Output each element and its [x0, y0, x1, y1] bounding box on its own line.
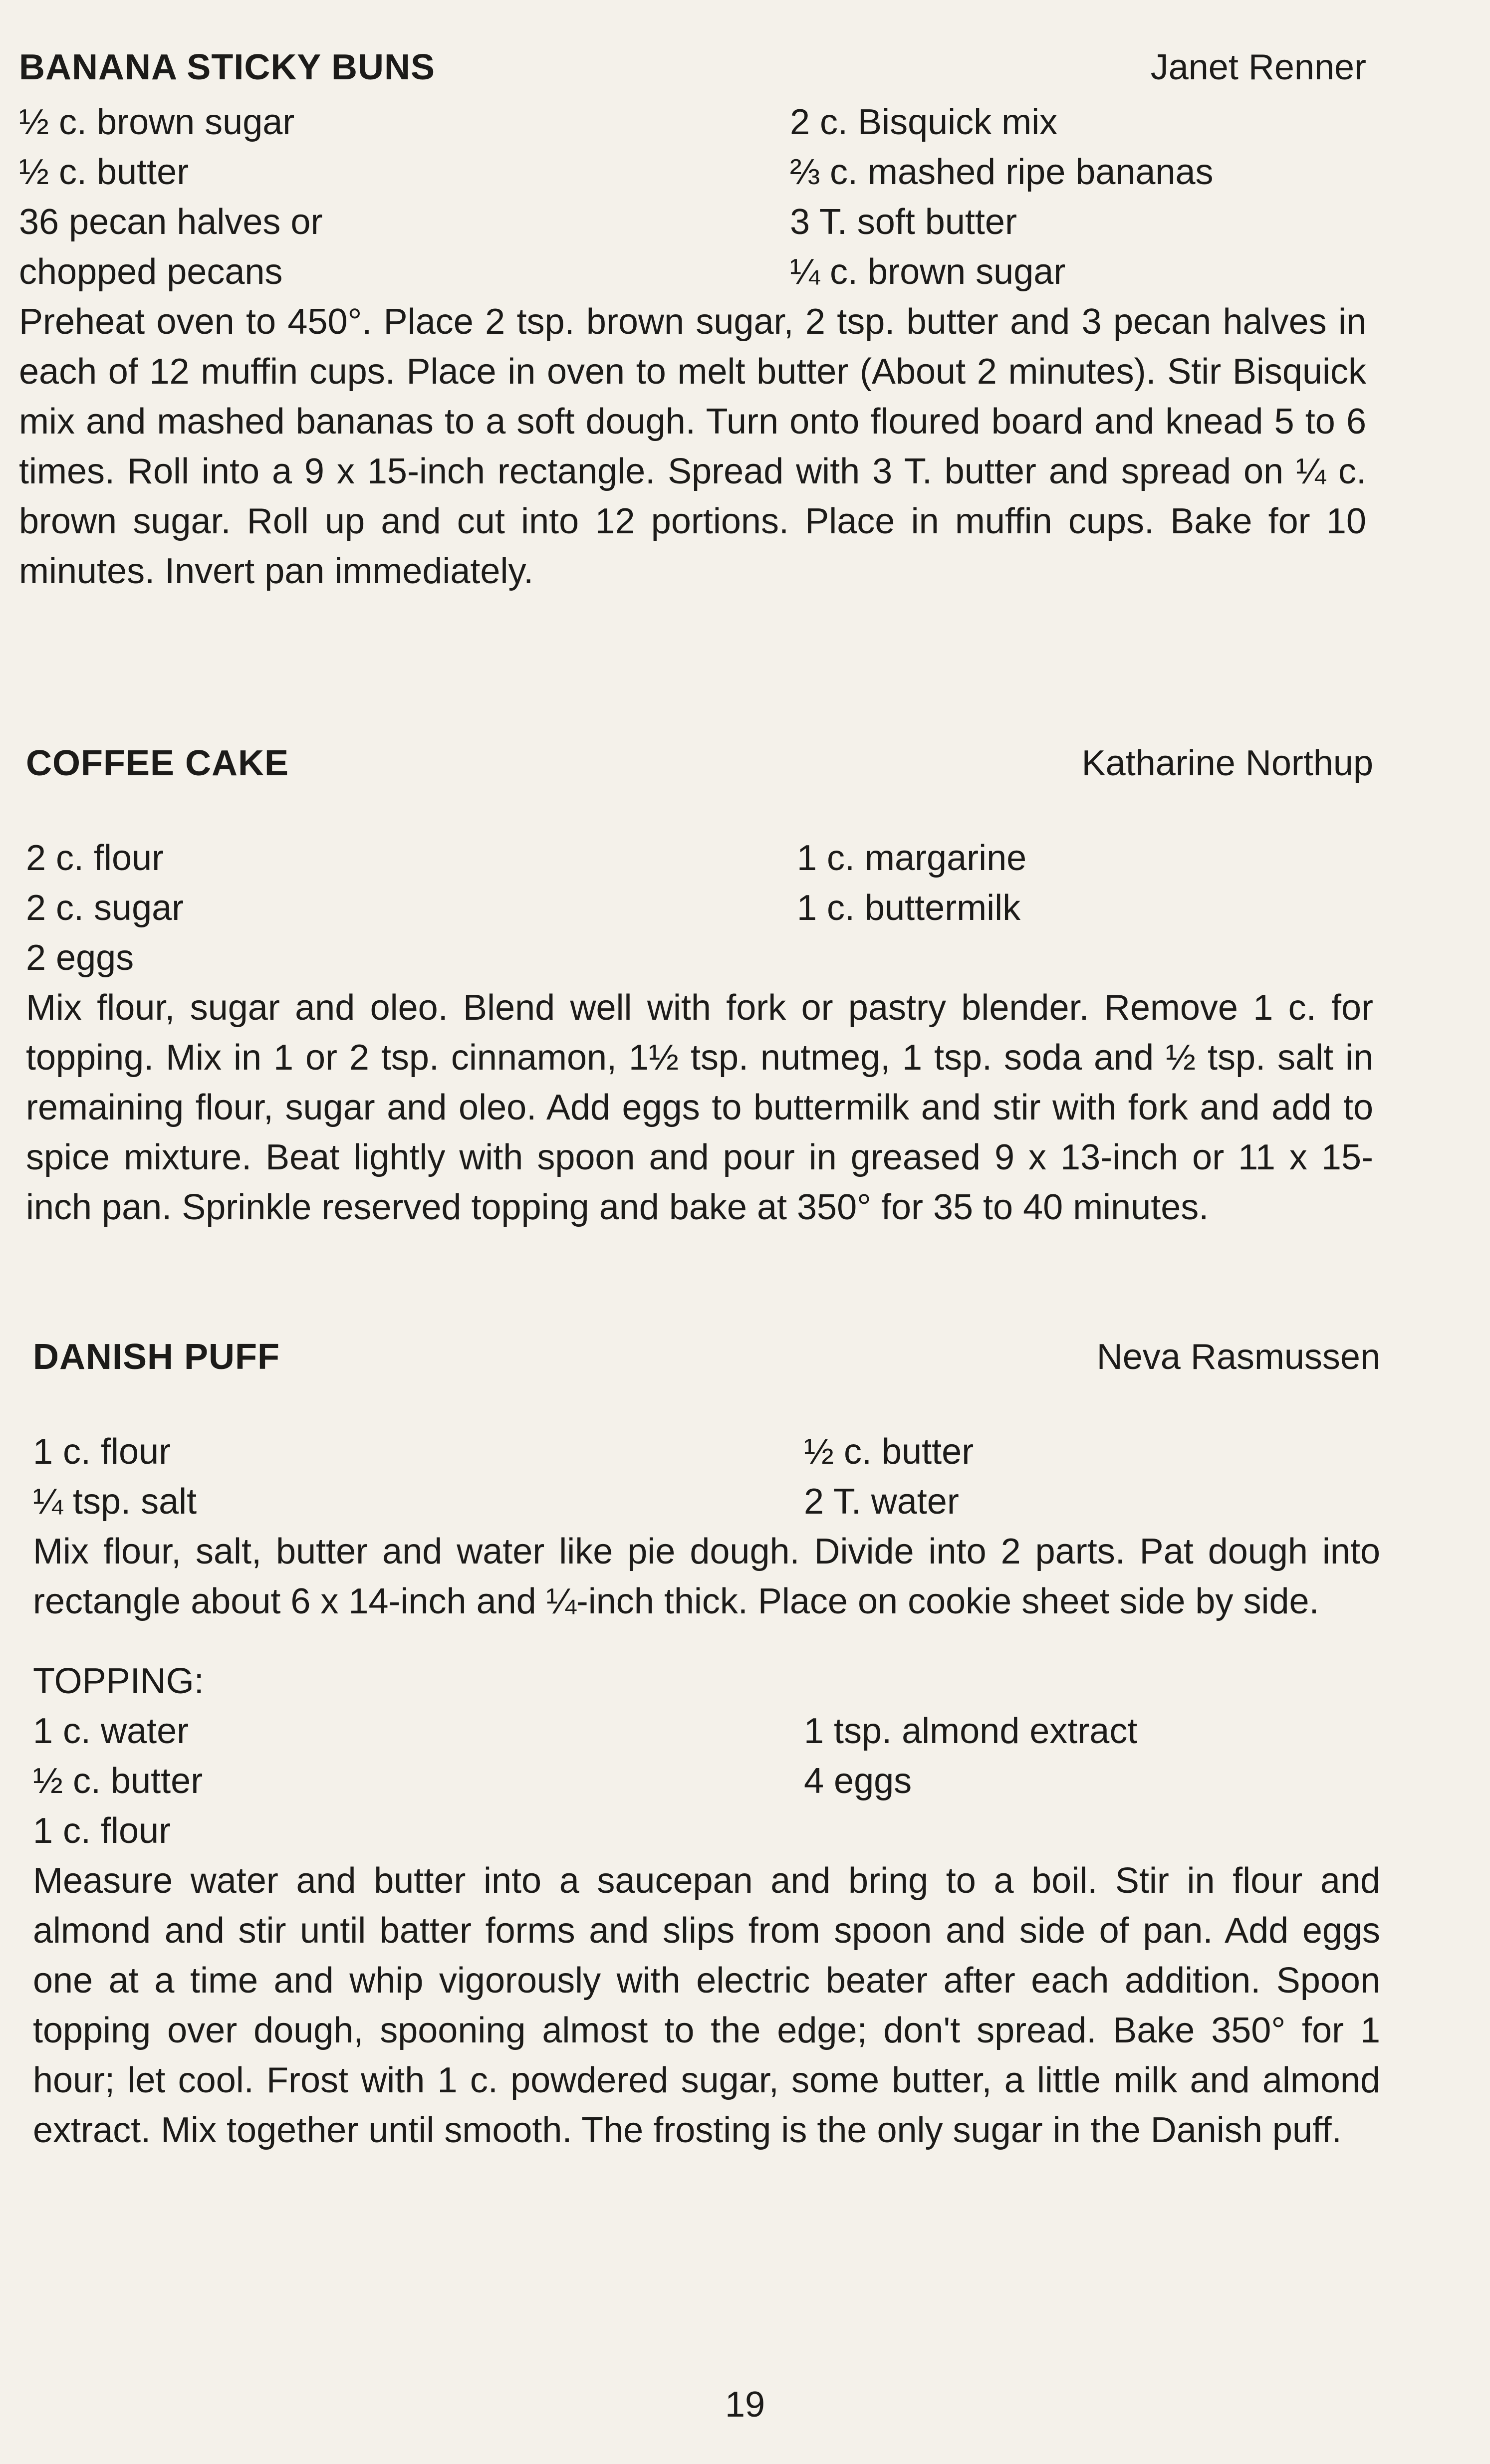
ingredient-item: 1 c. buttermilk	[797, 888, 1021, 928]
ingredient-item: 2 c. flour	[26, 838, 164, 878]
recipe-author: Neva Rasmussen	[1096, 1337, 1380, 1377]
ingredient-column-right	[804, 1706, 1380, 1856]
ingredient-column-left	[33, 1706, 804, 1856]
ingredient-item: 3 T. soft butter	[790, 202, 1017, 242]
ingredient-column-right	[797, 833, 1373, 983]
recipe-danish-puff	[33, 1332, 1380, 2155]
recipe-author: Janet Renner	[1150, 47, 1366, 87]
recipe-directions: Mix flour, salt, butter and water like pie dough. Divide into 2 parts. Pat dough into rectangle about 6 x 14-inch and ¼-inch thick. Place on cookie sheet side by side.	[33, 1532, 1380, 1621]
ingredient-item: ½ c. butter	[33, 1761, 203, 1801]
page-number: 19	[725, 2385, 765, 2425]
ingredient-list	[33, 1427, 1380, 1527]
ingredient-item: 2 c. sugar	[26, 888, 184, 928]
ingredient-item: 1 c. flour	[33, 1432, 171, 1472]
recipe-coffee-cake	[26, 738, 1373, 1232]
spacer	[33, 1387, 1380, 1427]
ingredient-item: 2 c. Bisquick mix	[790, 102, 1058, 142]
topping-ingredient-list	[33, 1706, 1380, 1856]
ingredient-item: chopped pecans	[19, 252, 283, 292]
recipe-title: COFFEE CAKE	[26, 743, 289, 783]
recipe-header	[19, 42, 1366, 97]
ingredient-item: ⅔ c. mashed ripe bananas	[790, 152, 1214, 192]
recipe-header	[26, 738, 1373, 793]
ingredient-column-left	[33, 1427, 804, 1527]
ingredient-item: 1 c. margarine	[797, 838, 1027, 878]
recipe-header	[33, 1332, 1380, 1387]
recipe-directions: Preheat oven to 450°. Place 2 tsp. brown sugar, 2 tsp. butter and 3 pecan halves in each of 12 muffin cups. Place in oven to melt butter (About 2 minutes). Stir Bisquick mix and mashed bananas to a soft dough. Turn onto floured board and knead 5 to 6 times. Roll into a 9 x 15-inch rectangle. Spread with 3 T. butter and spread on ¼ c. brown sugar. Roll up and cut into 12 portions. Place in muffin cups. Bake for 10 minutes. Invert pan immediately.	[19, 302, 1366, 591]
ingredient-column-right	[804, 1427, 1380, 1527]
ingredient-item: ½ c. butter	[804, 1432, 974, 1472]
ingredient-item: ¼ c. brown sugar	[790, 252, 1066, 292]
ingredient-item: 1 c. water	[33, 1711, 189, 1751]
ingredient-column-left	[26, 833, 797, 983]
ingredient-item: 36 pecan halves or	[19, 202, 323, 242]
spacer	[26, 793, 1373, 833]
ingredient-list	[26, 833, 1373, 983]
recipe-directions: Mix flour, sugar and oleo. Blend well with fork or pastry blender. Remove 1 c. for topping. Mix in 1 or 2 tsp. cinnamon, 1½ tsp. nutmeg, 1 tsp. soda and ½ tsp. salt in remaining flour, sugar and oleo. Add eggs to buttermilk and stir with fork and add to spice mixture. Beat lightly with spoon and pour in greased 9 x 13-inch or 11 x 15-inch pan. Sprinkle reserved topping and bake at 350° for 35 to 40 minutes.	[26, 988, 1373, 1227]
recipe-banana-sticky-buns	[19, 42, 1366, 596]
ingredient-list	[19, 97, 1366, 297]
ingredient-item: ½ c. brown sugar	[19, 102, 295, 142]
ingredient-item: ½ c. butter	[19, 152, 189, 192]
ingredient-item: 1 c. flour	[33, 1811, 171, 1851]
ingredient-item: 4 eggs	[804, 1761, 912, 1801]
recipe-title: DANISH PUFF	[33, 1337, 280, 1377]
ingredient-item: 2 eggs	[26, 938, 134, 978]
topping-directions: Measure water and butter into a saucepan and bring to a boil. Stir in flour and almond and stir until batter forms and slips from spoon and side of pan. Add eggs one at a time and whip vigorously with electric beater after each addition. Spoon topping over dough, spooning almost to the edge; don't spread. Bake 350° for 1 hour; let cool. Frost with 1 c. powdered sugar, some butter, a little milk and almond extract. Mix together until smooth. The frosting is the only sugar in the Danish puff.	[33, 1861, 1380, 2150]
recipe-author: Katharine Northup	[1081, 743, 1373, 783]
recipe-title: BANANA STICKY BUNS	[19, 47, 436, 87]
ingredient-column-left	[19, 97, 790, 297]
ingredient-item: 1 tsp. almond extract	[804, 1711, 1138, 1751]
ingredient-item: 2 T. water	[804, 1482, 959, 1522]
ingredient-column-right	[790, 97, 1366, 297]
ingredient-item: ¼ tsp. salt	[33, 1482, 197, 1522]
topping-heading: TOPPING:	[33, 1661, 204, 1701]
